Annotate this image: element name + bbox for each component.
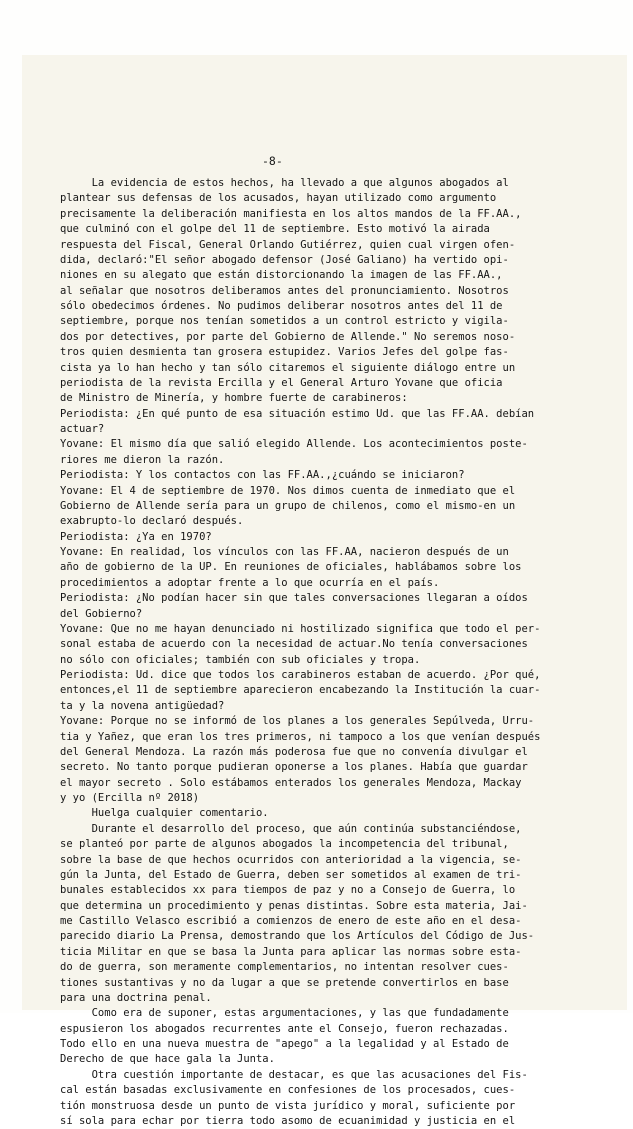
- text-line: septiembre, porque nos tenían sometidos a un control estricto y vigila-: [60, 315, 509, 328]
- text-line: La evidencia de estos hechos, ha llevado a que algunos abogados al: [60, 177, 509, 189]
- text-line: sí sola para echar por tierra todo asomo de ecuanimidad y justicia en el: [60, 1114, 516, 1127]
- text-line: tión monstruosa desde un punto de vista jurídico y moral, suficiente por: [60, 1099, 516, 1112]
- text-line: que determina un procedimiento y penas distintas. Sobre esta materia, Jai-: [60, 899, 528, 912]
- text-line: procedimientos a adoptar frente a lo que ocurría en el país.: [60, 576, 440, 589]
- text-line: Gobierno de Allende sería para un grupo de chilenos, como el mismo-en un: [60, 499, 516, 512]
- text-line: entonces,el 11 de septiembre aparecieron encabezando la Institución la cuar-: [60, 684, 541, 697]
- text-line: do de guerra, son meramente complementarios, no intentan resolver cues-: [60, 961, 509, 974]
- text-line: bunales establecidos xx para tiempos de paz y no a Consejo de Guerra, lo: [60, 884, 516, 897]
- text-line: espusieron los abogados recurrentes ante el Consejo, fueron rechazadas.: [60, 1022, 509, 1035]
- text-line: se planteó por parte de algunos abogados la incompetencia del tribunal,: [60, 838, 509, 851]
- page-number: -8-: [262, 154, 283, 168]
- text-line: secreto. No tanto porque pudieran oponerse a los planes. Había que guardar: [60, 761, 528, 774]
- text-line: tia y Yañez, que eran los tres primeros, ni tampoco a los que venían después: [60, 730, 541, 743]
- text-line: dida, declaró:"El señor abogado defensor (José Galiano) ha vertido opi-: [60, 253, 509, 266]
- text-line: me Castillo Velasco escribió a comienzos de enero de este año en el desa-: [60, 915, 522, 927]
- text-line: sonal estaba de acuerdo con la necesidad de actuar.No tenía conversaciones: [60, 638, 528, 651]
- text-line: cal están basadas exclusivamente en confesiones de los procesados, cues-: [60, 1084, 516, 1097]
- text-line: precisamente la deliberación manifiesta en los altos mandos de la FF.AA.,: [60, 207, 522, 220]
- text-line: dos por detectives, por parte del Gobierno de Allende." No seremos noso-: [60, 330, 516, 343]
- text-line: gún la Junta, del Estado de Guerra, deben ser sometidos al examen de tri-: [60, 868, 522, 881]
- text-line: riores me dieron la razón.: [60, 453, 225, 466]
- text-line: no sólo con oficiales; también con sub oficiales y tropa.: [60, 653, 421, 666]
- text-line: cista ya lo han hecho y tan sólo citaremos el siguiente diálogo entre un: [60, 361, 516, 374]
- text-line: Yovane: En realidad, los vínculos con las FF.AA, nacieron después de un: [60, 546, 509, 558]
- text-line: Periodista: Ud. dice que todos los carabineros estaban de acuerdo. ¿Por qué,: [60, 669, 541, 681]
- body-text: [60, 176, 590, 1129]
- text-line: para una doctrina penal.: [60, 991, 212, 1004]
- text-line: Como era de suponer, estas argumentaciones, y las que fundadamente: [60, 1007, 509, 1020]
- text-line: tiones sustantivas y no da lugar a que se pretende convertirlos en base: [60, 976, 509, 989]
- text-line: Yovane: Que no me hayan denunciado ni hostilizado significa que todo el per-: [60, 622, 541, 635]
- text-line: respuesta del Fiscal, General Orlando Gutiérrez, quien cual virgen ofen-: [60, 238, 516, 251]
- text-line: al señalar que nosotros deliberamos antes del pronunciamiento. Nosotros: [60, 284, 509, 297]
- text-line: Periodista: Y los contactos con las FF.AA.,¿cuándo se iniciaron?: [60, 469, 465, 482]
- text-line: que culminó con el golpe del 11 de septiembre. Esto motivó la airada: [60, 223, 490, 236]
- text-line: Todo ello en una nueva muestra de "apego" a la legalidad y al Estado de: [60, 1038, 509, 1050]
- text-line: Periodista: ¿Ya en 1970?: [60, 530, 212, 543]
- text-line: periodista de la revista Ercilla y el General Arturo Yovane que oficia: [60, 376, 503, 389]
- text-line: exabrupto-lo declaró después.: [60, 515, 244, 528]
- text-line: Derecho de que hace gala la Junta.: [60, 1053, 275, 1066]
- text-line: parecido diario La Prensa, demostrando que los Artículos del Código de Jus-: [60, 930, 535, 943]
- text-line: tros quien desmienta tan grosera estupidez. Varios Jefes del golpe fas-: [60, 346, 509, 359]
- text-line: año de gobierno de la UP. En reuniones de oficiales, hablábamos sobre los: [60, 561, 522, 574]
- text-line: Otra cuestión importante de destacar, es que las acusaciones del Fis-: [60, 1068, 528, 1081]
- text-line: actuar?: [60, 423, 105, 435]
- text-line: del General Mendoza. La razón más poderosa fue que no convenía divulgar el: [60, 745, 528, 758]
- text-line: ticia Militar en que se basa la Junta para aplicar las normas sobre esta-: [60, 945, 522, 958]
- text-line: Yovane: El mismo día que salió elegido Allende. Los acontecimientos poste-: [60, 438, 528, 451]
- text-line: de Ministro de Minería, y hombre fuerte de carabineros:: [60, 392, 408, 405]
- text-line: plantear sus defensas de los acusados, hayan utilizado como argumento: [60, 192, 497, 205]
- text-line: y yo (Ercilla nº 2018): [60, 792, 200, 804]
- text-line: Yovane: El 4 de septiembre de 1970. Nos dimos cuenta de inmediato que el: [60, 484, 516, 497]
- text-line: Yovane: Porque no se informó de los planes a los generales Sepúlveda, Urru-: [60, 715, 535, 728]
- text-line: Durante el desarrollo del proceso, que aún continúa substanciéndose,: [60, 822, 522, 835]
- text-line: Periodista: ¿No podían hacer sin que tales conversaciones llegaran a oídos: [60, 592, 528, 605]
- text-line: el mayor secreto . Solo estábamos enterados los generales Mendoza, Mackay: [60, 776, 522, 789]
- text-line: sólo obedecimos órdenes. No pudimos deliberar nosotros antes del 11 de: [60, 300, 503, 312]
- text-line: sobre la base de que hechos ocurridos con anterioridad a la vigencia, se-: [60, 853, 522, 866]
- text-line: Huelga cualquier comentario.: [60, 807, 269, 820]
- text-line: Periodista: ¿En qué punto de esa situación estimo Ud. que las FF.AA. debían: [60, 407, 535, 420]
- text-line: ta y la novena antigüedad?: [60, 699, 225, 712]
- text-line: del Gobierno?: [60, 607, 143, 620]
- text-line: niones en su alegato que están distorcionando la imagen de las FF.AA.,: [60, 269, 503, 282]
